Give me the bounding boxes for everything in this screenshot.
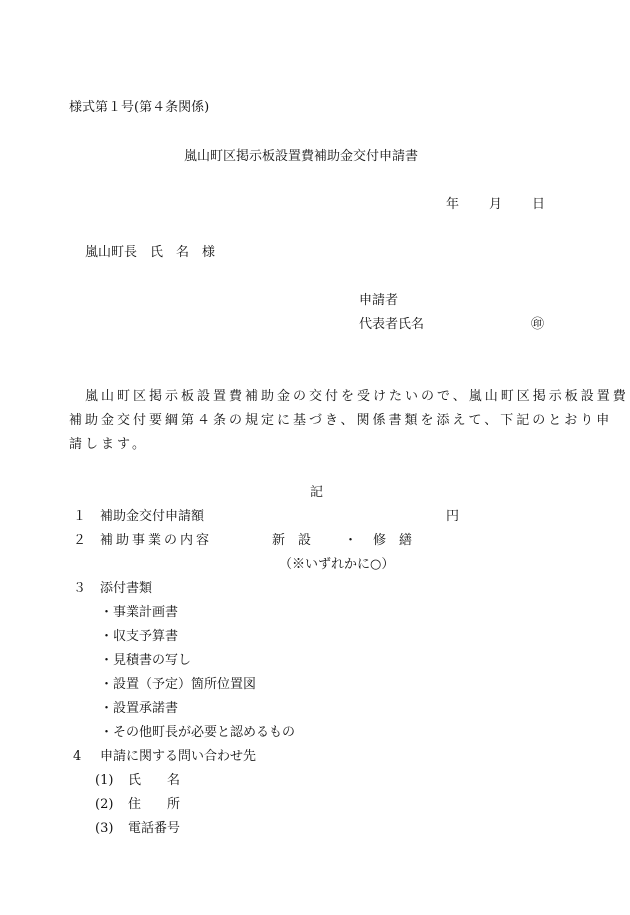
- attachment-item: ・その他町長が必要と認めるもの: [100, 725, 296, 740]
- applicant-label: 申請者: [359, 293, 399, 308]
- item-1-number: １: [73, 509, 87, 524]
- attachment-item: ・事業計画書: [100, 605, 179, 620]
- item-1-label: 補助金交付申請額: [100, 509, 205, 524]
- body-text-line-2: 補助金交付要綱第４条の規定に基づき、関係書類を添えて、下記のとおり申: [69, 413, 613, 428]
- contact-sub-number: (3): [95, 821, 114, 836]
- item-2-number: ２: [73, 533, 87, 548]
- item-4-label: 申請に関する問い合わせ先: [100, 749, 257, 764]
- attachment-item: ・収支予算書: [100, 629, 179, 644]
- ki-heading: 記: [310, 485, 324, 500]
- addressee: 嵐山町長 氏 名 様: [85, 245, 216, 260]
- item-3-label: 添付書類: [100, 581, 153, 596]
- attachment-item: ・設置承諾書: [100, 701, 179, 716]
- option-new: 新 設: [272, 533, 312, 548]
- attachment-item: ・設置（予定）箇所位置図: [100, 677, 257, 692]
- attachment-item: ・見積書の写し: [100, 653, 192, 668]
- contact-address-label: 住 所: [128, 797, 181, 812]
- contact-sub-number: (1): [95, 773, 114, 788]
- contact-phone-label: 電話番号: [128, 821, 181, 836]
- date-day: 日: [532, 197, 546, 212]
- option-repair: 修 繕: [373, 533, 413, 548]
- contact-sub-number: (2): [95, 797, 114, 812]
- item-2-label: 補助事業の内容: [100, 533, 213, 548]
- form-title: 嵐山町区掲示板設置費補助金交付申請書: [184, 149, 419, 164]
- representative-name-label: 代表者氏名: [359, 317, 425, 332]
- item-2-note: （※いずれかに○）: [279, 557, 395, 572]
- form-number: 様式第１号(第４条関係): [69, 100, 210, 115]
- item-3-number: ３: [73, 581, 87, 596]
- body-text-line-1: 嵐山町区掲示板設置費補助金の交付を受けたいので、嵐山町区掲示板設置費: [85, 389, 629, 404]
- body-text-line-3: 請します。: [69, 437, 148, 452]
- date-year: 年: [446, 197, 460, 212]
- item-4-number: 4: [73, 749, 82, 764]
- date-month: 月: [489, 197, 503, 212]
- item-1-unit: 円: [446, 509, 460, 524]
- option-separator: ・: [344, 533, 358, 548]
- contact-name-label: 氏 名: [128, 773, 181, 788]
- seal-mark: ㊞: [531, 317, 545, 332]
